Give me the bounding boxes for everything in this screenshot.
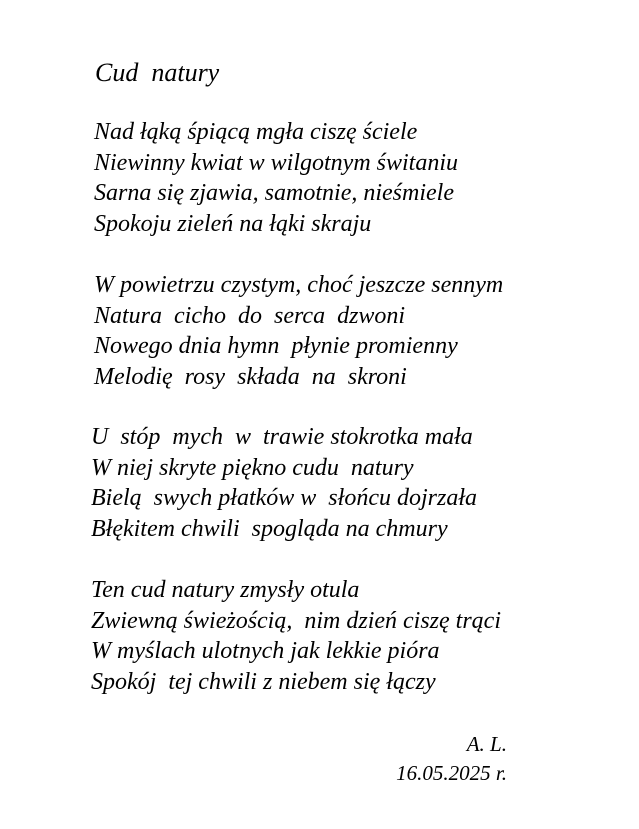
poem-line: Sarna się zjawia, samotnie, nieśmiele xyxy=(94,180,454,206)
signature-block xyxy=(396,730,507,788)
poem-line: W niej skryte piękno cudu natury xyxy=(91,454,414,481)
poem-line: Spokoju zieleń na łąki skraju xyxy=(94,210,372,237)
poem-line: W myślach ulotnych jak lekkie pióra xyxy=(91,638,440,664)
poem-line: Spokój tej chwili z niebem się łączy xyxy=(91,668,436,695)
poem-line: Niewinny kwiat w wilgotnym świtaniu xyxy=(94,149,459,176)
signature-date: 16.05.2025 r. xyxy=(396,761,507,785)
poem-line: Zwiewną świeżością, nim dzień ciszę trąci xyxy=(91,607,501,634)
stanza-1 xyxy=(94,117,458,239)
author-initials: A. L. xyxy=(466,732,507,756)
poem-line: Ten cud natury zmysły otula xyxy=(91,577,360,603)
poem-line: Natura cicho do serca dzwoni xyxy=(94,302,406,329)
poem-line: Bielą swych płatków w słońcu dojrzała xyxy=(91,485,477,511)
poem-line: Nad łąką śpiącą mgła ciszę ściele xyxy=(94,119,418,145)
poem-line: Błękitem chwili spogląda na chmury xyxy=(91,515,448,542)
poem-title: Cud natury xyxy=(95,58,220,87)
stanza-3 xyxy=(91,422,477,544)
poem-line: Nowego dnia hymn płynie promienny xyxy=(94,333,458,359)
stanza-4 xyxy=(91,575,501,697)
poem-line: W powietrzu czystym, choć jeszcze sennym xyxy=(94,272,504,298)
poem-line: U stóp mych w trawie stokrotka mała xyxy=(91,424,473,450)
poem-line: Melodię rosy składa na skroni xyxy=(94,363,407,390)
stanza-2 xyxy=(94,270,503,392)
